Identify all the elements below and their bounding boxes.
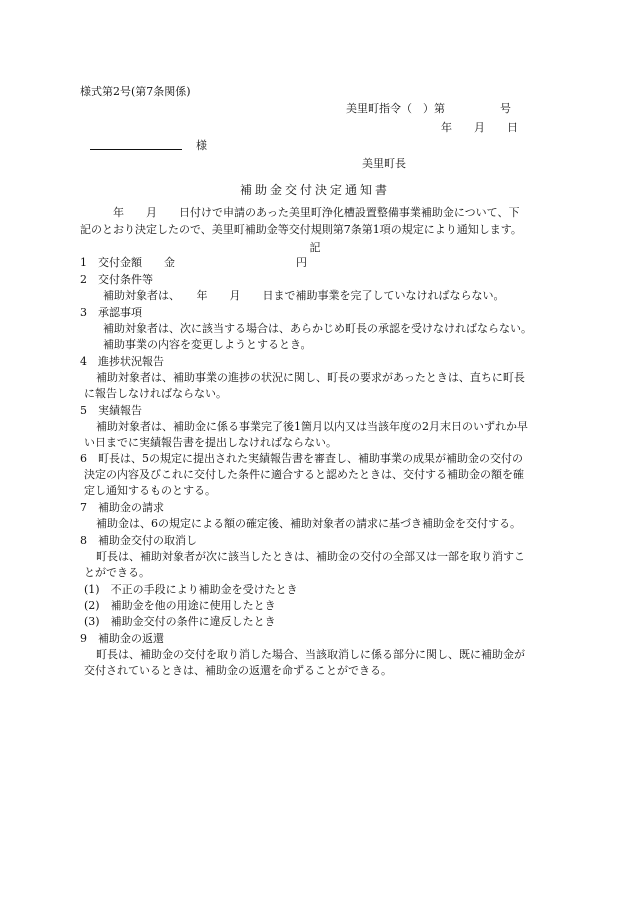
item-9-body-1: 町長は、補助金の交付を取り消した場合、当該取消しに係る部分に関し、既に補助金が [96, 648, 525, 661]
reference-number: 美里町指令（ ）第 号 [346, 102, 511, 115]
item-2-heading: 2 交付条件等 [80, 273, 153, 286]
item-8-heading: 8 補助金交付の取消し [80, 534, 197, 547]
item-1-amount: 1 交付金額 金 円 [80, 256, 307, 269]
item-5-body-1: 補助対象者は、補助金に係る事業完了後1箇月以内又は当該年度の2月末日のいずれか早 [96, 420, 528, 433]
item-6-line-3: 定し通知するものとする。 [84, 484, 216, 497]
item-7-body: 補助金は、6の規定による額の確定後、補助対象者の請求に基づき補助金を交付する。 [96, 517, 521, 530]
item-4-body-1: 補助対象者は、補助事業の進捗の状況に関し、町長の要求があったときは、直ちに町長 [96, 371, 525, 384]
document-title: 補助金交付決定通知書 [239, 183, 390, 197]
item-3-body-2: 補助事業の内容を変更しようとするとき。 [103, 338, 312, 351]
item-6-line-1: 6 町長は、5の規定に提出された実績報告書を審査し、補助事業の成果が補助金の交付の [80, 452, 523, 465]
intro-line-2: 記のとおり決定したので、美里町補助金等交付規則第7条第1項の規定により通知します。 [80, 223, 522, 236]
item-8-sub-1: (1) 不正の手段により補助金を受けたとき [84, 583, 298, 596]
addressee-blank-line [90, 149, 182, 150]
intro-line-1: 年 月 日付けで申請のあった美里町浄化槽設置整備事業補助金について、下 [80, 206, 520, 219]
item-8-body-2: とができる。 [84, 566, 150, 579]
item-7-heading: 7 補助金の請求 [80, 501, 164, 514]
item-8-body-1: 町長は、補助対象者が次に該当したときは、補助金の交付の全部又は一部を取り消すこ [96, 550, 525, 563]
item-9-body-2: 交付されているときは、補助金の返還を命ずることができる。 [84, 664, 392, 677]
issue-date: 年 月 日 [441, 121, 518, 134]
item-5-heading: 5 実績報告 [80, 404, 142, 417]
item-4-heading: 4 進捗状況報告 [80, 355, 164, 368]
item-2-body: 補助対象者は、 年 月 日まで補助事業を完了していなければならない。 [103, 289, 505, 302]
item-3-body-1: 補助対象者は、次に該当する場合は、あらかじめ町長の承認を受けなければならない。 [103, 322, 532, 335]
item-4-body-2: に報告しなければならない。 [84, 387, 227, 400]
item-9-heading: 9 補助金の返還 [80, 632, 164, 645]
item-3-heading: 3 承認事項 [80, 306, 142, 319]
ki-heading: 記 [309, 241, 321, 254]
issuer: 美里町長 [362, 157, 406, 170]
item-5-body-2: い日までに実績報告書を提出しなければならない。 [84, 436, 337, 449]
form-number: 様式第2号(第7条関係) [80, 85, 191, 98]
addressee-suffix: 様 [196, 139, 207, 152]
item-8-sub-2: (2) 補助金を他の用途に使用したとき [84, 599, 276, 612]
item-8-sub-3: (3) 補助金交付の条件に違反したとき [84, 615, 276, 628]
item-6-line-2: 決定の内容及びこれに交付した条件に適合すると認めたときは、交付する補助金の額を確 [84, 468, 524, 481]
